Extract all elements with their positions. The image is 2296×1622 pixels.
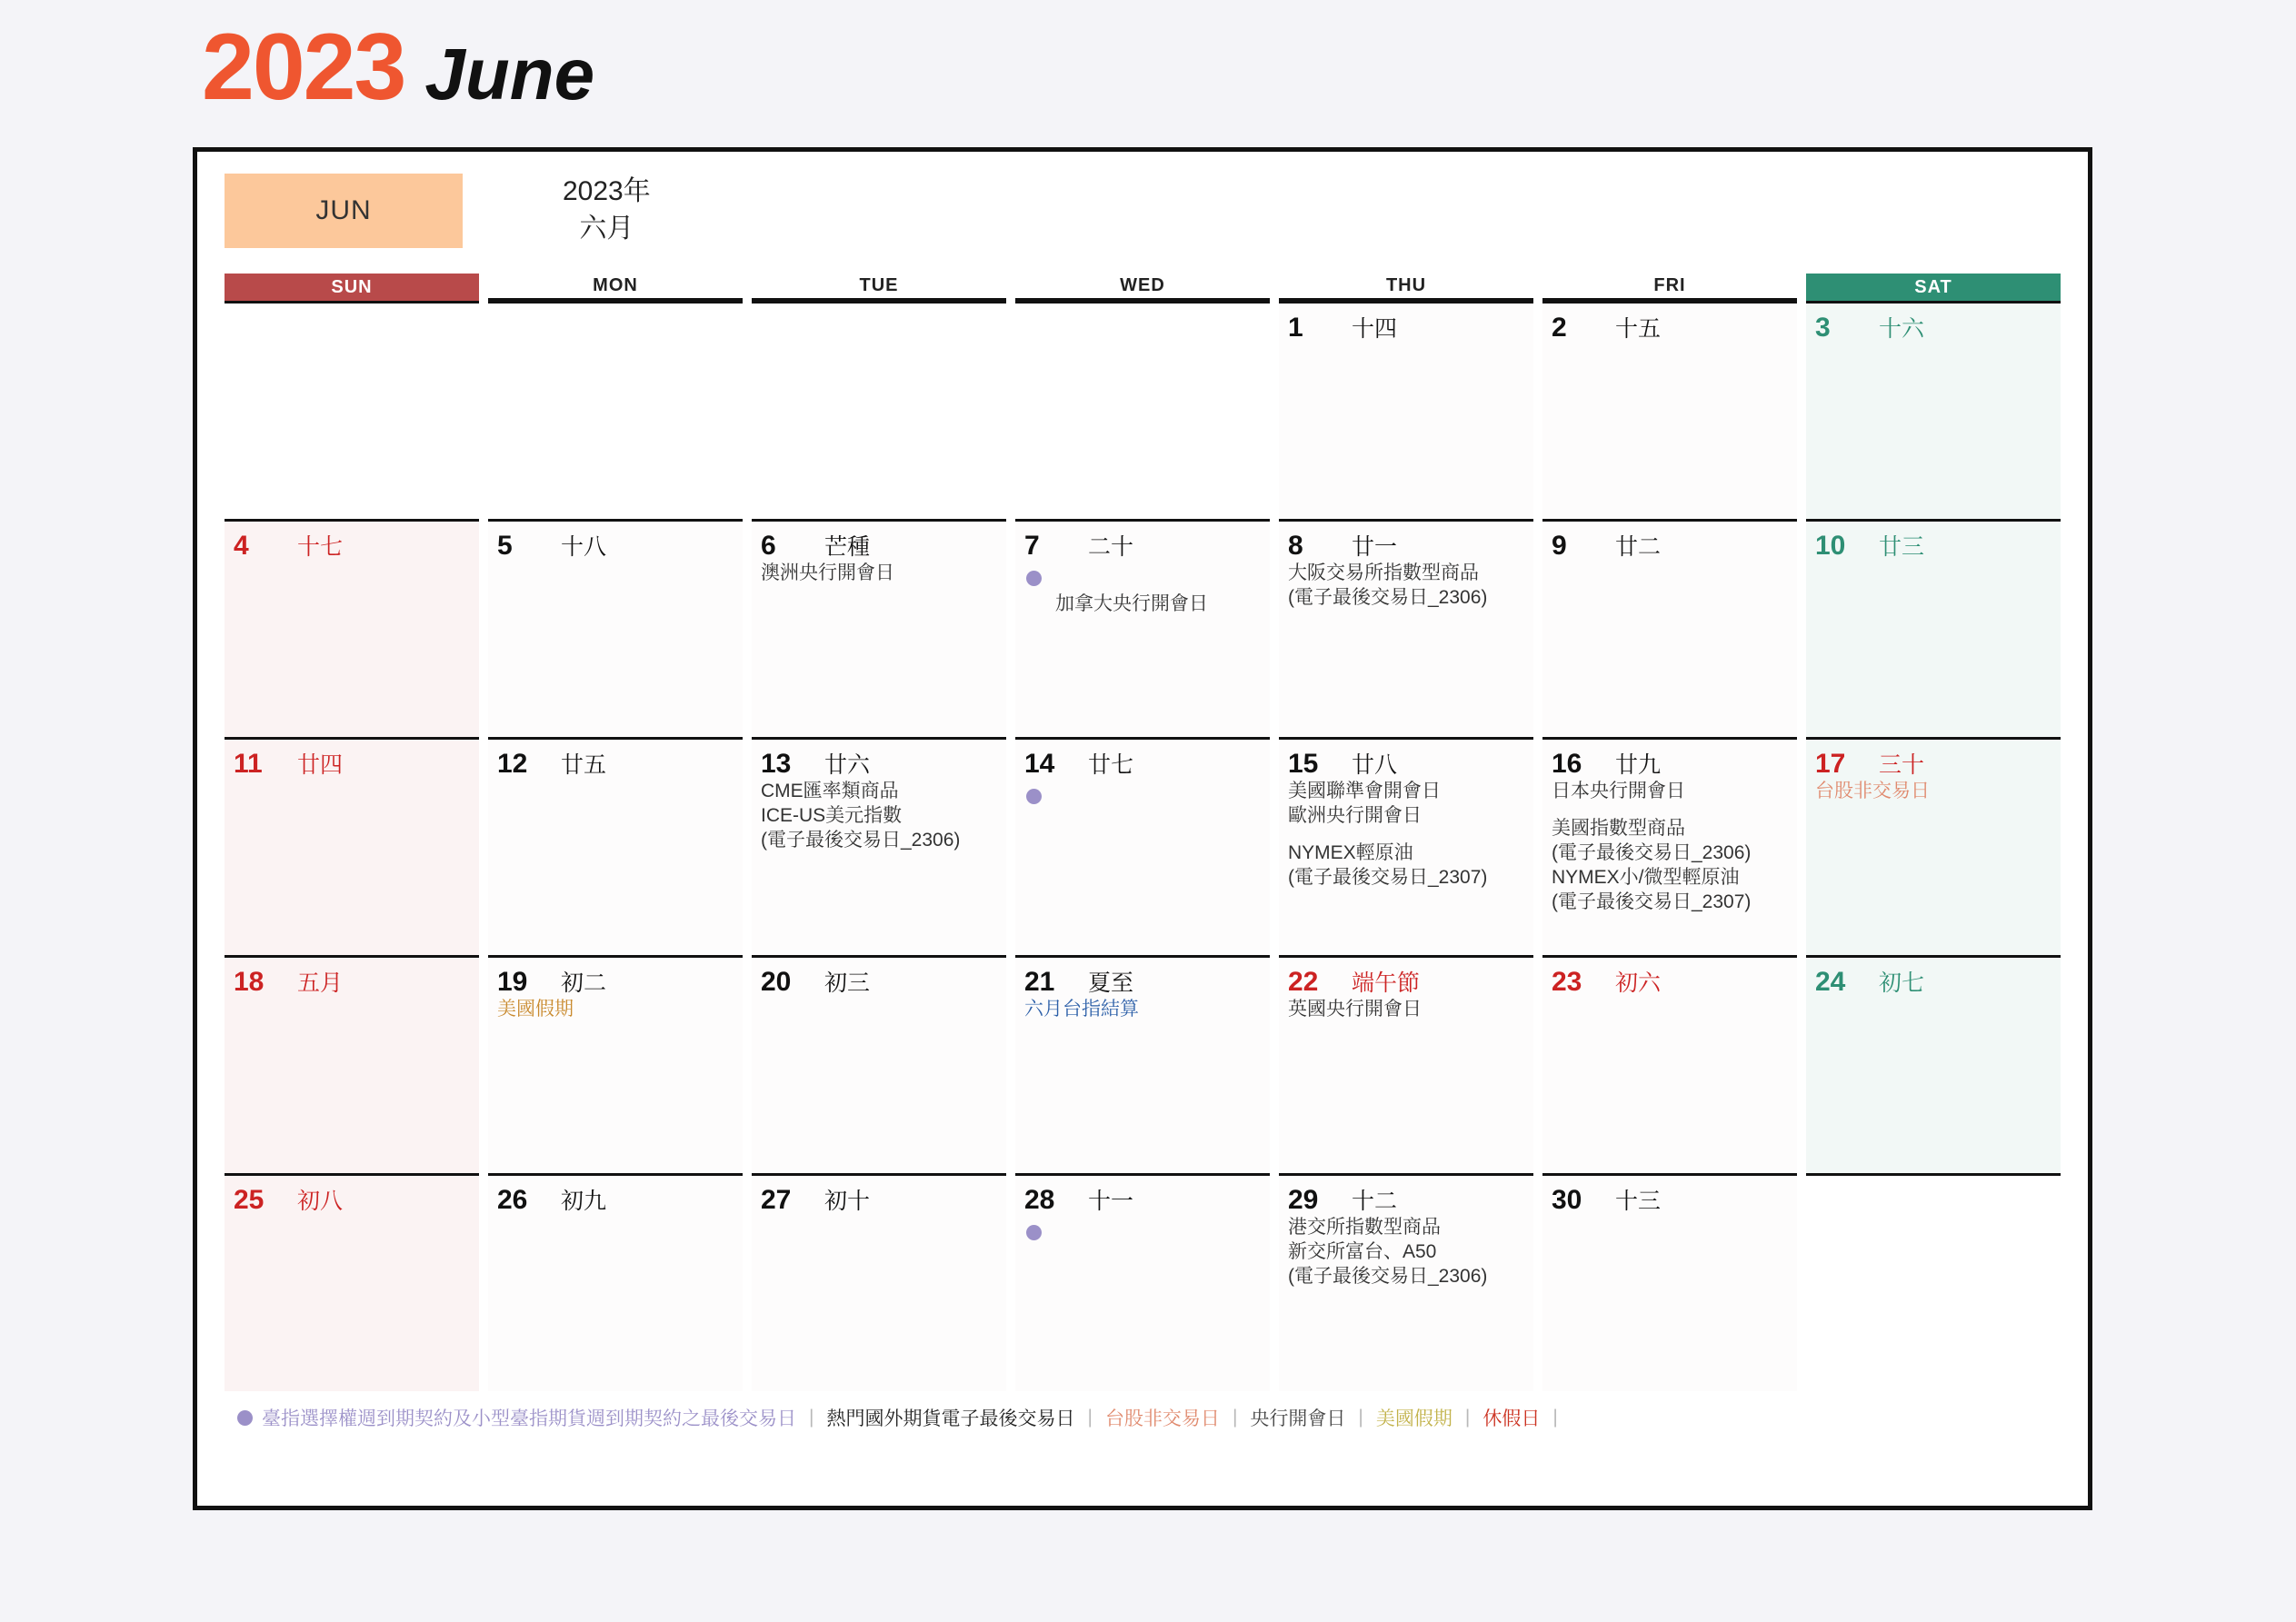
day-header [234,965,470,996]
day-header [1024,965,1261,996]
event-item: 大阪交易所指數型商品 [1288,562,1479,583]
title-year: 2023 [202,15,405,120]
calendar-day-cell[interactable] [225,737,479,955]
event-item: 美國指數型商品 [1552,817,1685,839]
day-header [497,747,734,778]
calendar-day-cell[interactable] [1279,955,1533,1173]
event-item: (電子最後交易日_2306) [1552,841,1752,863]
lunar-label: 初八 [297,1189,344,1214]
day-number: 10 [1815,531,1846,561]
event-item: ICE-US美元指數 [761,804,903,826]
lunar-label: 初七 [1879,970,1925,996]
day-header [761,965,997,996]
day-number: 17 [1815,749,1846,779]
lunar-label: 初十 [824,1189,871,1214]
calendar-header [225,174,2061,268]
day-header [1815,965,2051,996]
event-list [1552,780,1788,914]
lunar-label: 夏至 [1088,970,1134,996]
day-header [1024,747,1261,778]
day-header [1552,965,1788,996]
day-number: 29 [1288,1185,1319,1215]
page-title [202,15,595,120]
event-item: 英國央行開會日 [1288,999,1422,1020]
event-item: 澳洲央行開會日 [761,562,894,583]
calendar-day-cell[interactable] [1542,519,1797,737]
calendar-day-cell[interactable] [488,955,743,1173]
lunar-label: 廿五 [561,752,607,778]
day-header [1288,747,1524,778]
day-header [1552,747,1788,778]
event-item: 美國聯準會開會日 [1288,781,1441,801]
day-header [1288,1183,1524,1214]
event-list [1024,998,1261,1022]
month-long-line1: 2023年 [563,176,651,206]
day-number: 12 [497,749,528,779]
day-number: 18 [234,967,265,997]
day-of-week-header: MON [488,274,743,301]
event-list [1815,780,2051,804]
legend-item: 休假日 [1482,1408,1541,1429]
day-number: 27 [761,1185,792,1215]
day-of-week-header: THU [1279,274,1533,301]
lunar-label: 十八 [561,534,607,560]
legend-item: 熱門國外期貨電子最後交易日 [826,1408,1075,1429]
lunar-label: 十七 [297,534,344,560]
calendar-day-cell[interactable] [1279,737,1533,955]
day-number: 2 [1552,313,1567,343]
lunar-label: 初二 [561,970,607,996]
day-header [497,529,734,560]
title-month: June [424,34,595,114]
event-item: NYMEX輕原油 [1288,841,1413,863]
legend-separator: | [1232,1407,1238,1428]
month-chip: JUN [225,174,463,248]
event-item: 美國假期 [497,999,574,1020]
calendar-day-cell[interactable] [1279,519,1533,737]
day-header [1552,1183,1788,1214]
legend-separator: | [809,1407,814,1428]
legend-item: 美國假期 [1375,1408,1452,1429]
calendar-day-cell[interactable] [1542,1173,1797,1391]
calendar-cell-empty [752,301,1006,519]
day-header [234,529,470,560]
event-item: 加拿大央行開會日 [1055,593,1208,614]
event-list [1288,1216,1524,1289]
event-list [1288,998,1524,1022]
calendar-cell-empty [488,301,743,519]
lunar-label: 廿三 [1879,534,1925,560]
calendar-day-cell[interactable] [488,519,743,737]
day-number: 21 [1024,967,1055,997]
lunar-label: 廿二 [1615,534,1662,560]
calendar-day-cell[interactable] [1806,955,2061,1173]
calendar-day-cell[interactable] [1542,737,1797,955]
calendar-day-cell[interactable] [225,1173,479,1391]
event-item: (電子最後交易日_2307) [1552,891,1752,912]
day-header [234,1183,470,1214]
calendar-day-cell[interactable] [1015,1173,1270,1391]
calendar-day-cell[interactable] [1806,737,2061,955]
legend-item-weekly-expiry: 臺指選擇權週到期契約及小型臺指期貨週到期契約之最後交易日 [262,1408,796,1429]
day-number: 14 [1024,749,1055,779]
day-header [1552,311,1788,342]
event-list [761,562,997,586]
day-header [1815,747,2051,778]
calendar-day-cell[interactable] [488,737,743,955]
day-number: 28 [1024,1185,1055,1215]
lunar-label: 十六 [1879,316,1925,342]
lunar-label: 廿七 [1088,752,1134,778]
calendar-day-cell[interactable] [1542,955,1797,1173]
month-long-label [563,174,651,247]
day-header [497,1183,734,1214]
event-item: 歐洲央行開會日 [1288,804,1422,826]
lunar-label: 二十 [1088,534,1134,560]
calendar-day-cell[interactable] [1279,1173,1533,1391]
lunar-label: 廿八 [1352,752,1398,778]
event-list [497,998,734,1022]
legend-separator: | [1552,1407,1558,1428]
legend [225,1404,2061,1431]
lunar-label: 十四 [1352,316,1398,342]
day-header [1815,529,2051,560]
lunar-label: 十五 [1615,316,1662,342]
event-item: (電子最後交易日_2306) [1288,586,1488,608]
lunar-label: 廿九 [1615,752,1662,778]
day-header [761,529,997,560]
day-number: 23 [1552,967,1582,997]
calendar-cell-empty [1015,301,1270,519]
legend-dot-icon [237,1410,253,1426]
day-number: 3 [1815,313,1831,343]
event-item: CME匯率類商品 [761,781,899,801]
lunar-label: 廿六 [824,752,871,778]
day-of-week-header: TUE [752,274,1006,301]
weekly-expiry-dot-icon [1026,1225,1042,1240]
lunar-label: 十一 [1088,1189,1134,1214]
day-header [497,965,734,996]
lunar-label: 三十 [1879,752,1925,778]
event-list [1288,562,1524,611]
event-item: (電子最後交易日_2307) [1288,866,1488,888]
day-number: 7 [1024,531,1040,561]
lunar-label: 廿四 [297,752,344,778]
calendar-day-cell[interactable] [225,955,479,1173]
event-item: 台股非交易日 [1815,781,1930,801]
legend-separator: | [1358,1407,1363,1428]
day-of-week-header: SUN [225,274,479,301]
legend-item: 央行開會日 [1250,1408,1346,1429]
calendar-day-cell[interactable] [1279,301,1533,519]
lunar-label: 十二 [1352,1189,1398,1214]
day-header [1552,529,1788,560]
event-item: (電子最後交易日_2306) [761,829,961,851]
calendar-day-cell[interactable] [752,1173,1006,1391]
day-number: 8 [1288,531,1303,561]
calendar-day-cell[interactable] [1015,519,1270,737]
lunar-label: 初六 [1615,970,1662,996]
lunar-label: 廿一 [1352,534,1398,560]
day-number: 24 [1815,967,1846,997]
lunar-label: 五月 [297,970,344,996]
event-item: NYMEX小/微型輕原油 [1552,866,1740,888]
day-of-week-header: FRI [1542,274,1797,301]
calendar-frame [193,147,2092,1510]
calendar-grid [225,274,2061,1391]
day-number: 19 [497,967,528,997]
day-header [761,1183,997,1214]
calendar-day-cell[interactable] [1015,737,1270,955]
legend-separator: | [1087,1407,1093,1428]
day-header [1288,965,1524,996]
event-item: 港交所指數型商品 [1288,1217,1441,1238]
event-item: (電子最後交易日_2306) [1288,1265,1488,1287]
event-item: 日本央行開會日 [1552,781,1685,801]
weekly-expiry-dot-icon [1026,789,1042,804]
lunar-label: 芒種 [824,534,871,560]
month-long-line2: 六月 [579,213,634,244]
day-header [1024,529,1261,560]
event-list [1288,780,1524,891]
lunar-label: 十三 [1615,1189,1662,1214]
event-list [761,780,997,853]
calendar-day-cell[interactable] [752,955,1006,1173]
calendar-cell-empty [225,301,479,519]
day-number: 1 [1288,313,1303,343]
day-header [1288,529,1524,560]
lunar-label: 端午節 [1352,970,1421,996]
day-header [1024,1183,1261,1214]
calendar-day-cell[interactable] [752,737,1006,955]
calendar-day-cell[interactable] [1542,301,1797,519]
event-item: 六月台指結算 [1024,999,1139,1020]
day-header [1288,311,1524,342]
day-number: 22 [1288,967,1319,997]
day-number: 5 [497,531,513,561]
day-number: 13 [761,749,792,779]
day-header [234,747,470,778]
day-number: 30 [1552,1185,1582,1215]
legend-separator: | [1464,1407,1471,1428]
day-header [761,747,997,778]
day-header [1815,311,2051,342]
day-number: 11 [234,749,263,779]
calendar-day-cell[interactable] [752,519,1006,737]
legend-item: 台股非交易日 [1104,1408,1220,1429]
day-of-week-header: SAT [1806,274,2061,301]
calendar-day-cell[interactable] [1806,519,2061,737]
event-item: 新交所富台、A50 [1288,1240,1437,1262]
day-number: 26 [497,1185,528,1215]
day-number: 20 [761,967,792,997]
event-list [1024,592,1261,617]
calendar-cell-empty [1806,1173,2061,1391]
calendar-day-cell[interactable] [1015,955,1270,1173]
day-number: 9 [1552,531,1567,561]
day-number: 4 [234,531,249,561]
calendar-day-cell[interactable] [488,1173,743,1391]
calendar-day-cell[interactable] [1806,301,2061,519]
calendar-day-cell[interactable] [225,519,479,737]
lunar-label: 初三 [824,970,871,996]
day-number: 6 [761,531,776,561]
lunar-label: 初九 [561,1189,607,1214]
weekly-expiry-dot-icon [1026,571,1042,586]
day-number: 25 [234,1185,265,1215]
day-number: 16 [1552,749,1582,779]
day-of-week-header: WED [1015,274,1270,301]
day-number: 15 [1288,749,1319,779]
